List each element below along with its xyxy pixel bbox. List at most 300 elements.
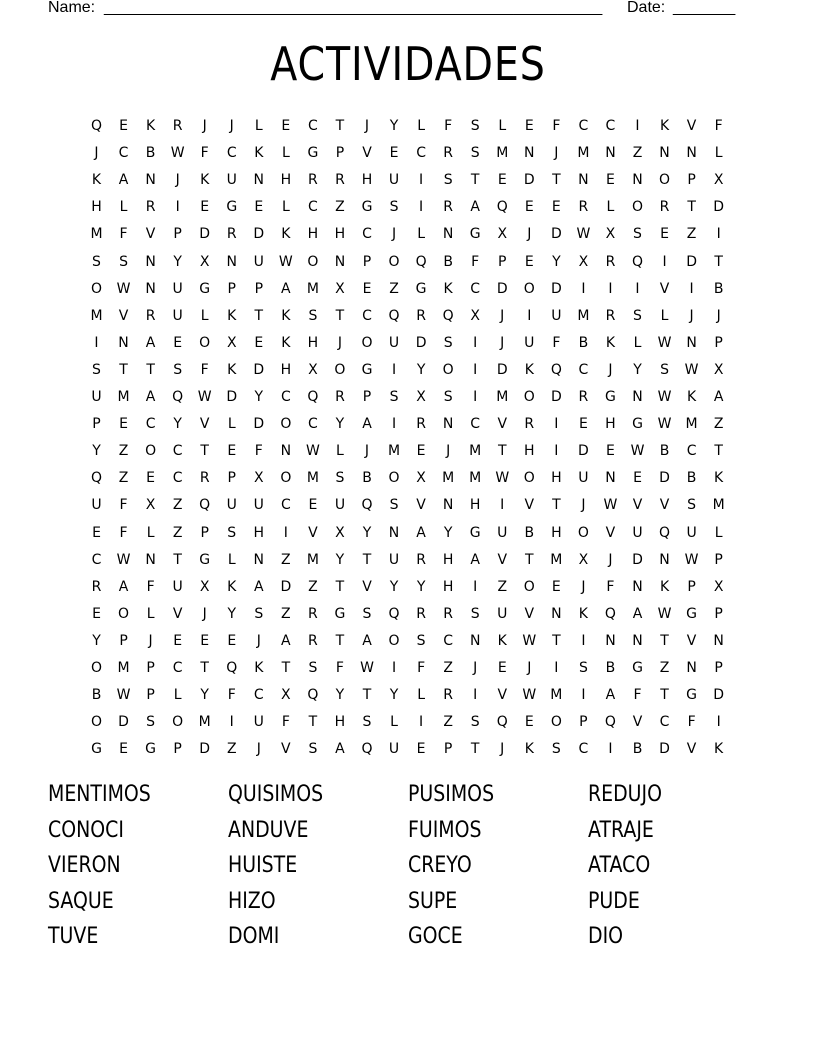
grid-letter: L (254, 118, 263, 134)
grid-letter: Q (172, 389, 184, 405)
grid-letter: L (660, 307, 669, 324)
grid-letter: B (686, 470, 697, 487)
grid-letter: J (689, 307, 694, 324)
grid-letter: Z (443, 714, 453, 731)
date-label: Date: (627, 0, 666, 16)
grid-letter: V (686, 741, 697, 758)
grid-letter: D (496, 361, 508, 378)
grid-letter: U (172, 280, 183, 297)
grid-letter: U (226, 172, 237, 189)
word-list-item: DOMI (228, 924, 280, 950)
grid-letter: Y (552, 253, 561, 270)
grid-letter: W (495, 470, 510, 487)
grid-letter: O (307, 253, 319, 270)
grid-letter: I (391, 361, 397, 378)
grid-letter: J (608, 361, 613, 378)
grid-letter: O (145, 443, 157, 460)
grid-letter: I (473, 578, 478, 595)
grid-letter: E (497, 660, 507, 676)
grid-letter: K (659, 118, 670, 134)
grid-letter: I (581, 280, 586, 297)
grid-letter: X (226, 334, 237, 351)
word-list (48, 780, 768, 960)
grid-letter: P (173, 226, 182, 243)
grid-letter: E (416, 443, 426, 460)
grid-letter: O (631, 199, 644, 216)
grid-letter: X (308, 361, 318, 378)
grid-letter: Q (199, 497, 211, 514)
grid-letter: S (254, 605, 264, 622)
grid-letter: L (390, 714, 398, 731)
grid-letter: C (280, 497, 291, 514)
grid-letter: C (605, 118, 616, 134)
grid-letter: G (199, 551, 211, 568)
grid-letter: N (686, 660, 697, 676)
grid-letter: I (581, 632, 586, 649)
grid-letter: I (581, 687, 586, 704)
grid-letter: Y (443, 524, 453, 541)
grid-letter: X (713, 578, 724, 595)
grid-letter: D (550, 280, 562, 297)
grid-letter: J (391, 226, 397, 243)
grid-letter: I (689, 280, 694, 297)
grid-letter: E (524, 714, 534, 731)
grid-letter: R (524, 416, 535, 433)
grid-letter: G (469, 226, 481, 243)
grid-letter: Q (631, 253, 644, 270)
grid-letter: G (686, 605, 698, 622)
grid-letter: T (254, 307, 264, 324)
grid-letter: P (146, 660, 155, 676)
grid-letter: X (416, 389, 426, 405)
grid-letter: X (145, 497, 156, 514)
grid-letter: A (632, 605, 643, 622)
grid-letter: W (657, 389, 672, 405)
grid-letter: K (200, 172, 210, 189)
grid-letter: C (308, 416, 318, 433)
grid-letter: W (360, 660, 374, 676)
grid-letter: U (388, 551, 400, 568)
grid-letter: U (524, 334, 535, 351)
grid-letter: H (91, 199, 102, 216)
grid-letter: D (199, 741, 211, 758)
grid-letter: A (281, 280, 291, 297)
grid-letter: M (117, 660, 130, 676)
grid-letter: N (659, 551, 670, 568)
grid-letter: A (145, 389, 156, 405)
grid-letter: S (443, 334, 453, 351)
grid-letter: R (605, 307, 616, 324)
grid-letter: Z (172, 497, 183, 514)
grid-letter: X (254, 470, 264, 487)
grid-letter: D (118, 714, 129, 731)
grid-letter: X (199, 578, 210, 595)
grid-letter: M (712, 497, 725, 514)
grid-letter: T (119, 361, 128, 378)
grid-letter: W (197, 389, 212, 405)
grid-letter: A (713, 389, 724, 405)
grid-letter: K (714, 470, 724, 487)
grid-letter: Y (227, 605, 237, 622)
grid-letter: L (281, 199, 290, 216)
grid-letter: R (443, 605, 453, 622)
grid-letter: J (94, 145, 99, 162)
grid-letter: W (522, 687, 537, 704)
grid-letter: H (334, 226, 346, 243)
grid-letter: U (388, 172, 400, 189)
grid-letter: H (551, 524, 562, 541)
grid-letter: J (500, 334, 505, 351)
word-list-item: SUPE (408, 888, 458, 914)
grid-letter: T (714, 443, 723, 460)
word-list-item: ATRAJE (588, 817, 654, 843)
grid-letter: P (335, 145, 345, 162)
grid-letter: E (606, 443, 615, 460)
grid-letter: L (227, 416, 236, 433)
grid-letter: B (145, 145, 156, 162)
grid-letter: C (470, 416, 481, 433)
grid-letter: U (388, 334, 400, 351)
grid-letter: C (118, 145, 129, 162)
grid-letter: U (578, 470, 589, 487)
grid-letter: S (687, 497, 697, 514)
word-list-item: MENTIMOS (48, 782, 151, 807)
grid-letter: C (578, 741, 589, 758)
grid-letter: D (550, 226, 562, 243)
grid-letter: A (145, 334, 156, 351)
grid-letter: H (253, 524, 265, 541)
grid-letter: I (175, 199, 180, 216)
grid-letter: H (469, 497, 481, 514)
grid-letter: P (200, 524, 209, 541)
grid-letter: N (253, 551, 265, 568)
grid-letter: O (172, 714, 184, 731)
grid-letter: L (336, 443, 344, 460)
grid-letter: L (498, 118, 507, 134)
grid-letter: X (605, 226, 616, 243)
grid-letter: V (659, 280, 670, 297)
grid-letter: X (578, 551, 589, 568)
grid-letter: X (578, 253, 589, 270)
grid-letter: Y (416, 578, 426, 595)
grid-letter: K (254, 145, 264, 162)
grid-letter: A (362, 632, 372, 649)
grid-letter: J (500, 307, 505, 324)
grid-letter: S (362, 714, 372, 731)
grid-letter: G (632, 416, 643, 433)
grid-letter: I (419, 172, 424, 189)
grid-letter: G (361, 199, 373, 216)
grid-letter: F (552, 334, 561, 351)
grid-letter: Y (335, 687, 345, 704)
grid-letter: N (713, 632, 724, 649)
grid-letter: N (226, 253, 237, 270)
grid-letter: S (227, 524, 237, 541)
grid-letter: J (148, 632, 153, 649)
grid-letter: C (578, 118, 589, 134)
grid-letter: W (657, 605, 672, 622)
grid-letter: L (146, 524, 155, 541)
grid-letter: T (308, 714, 318, 731)
grid-letter: L (146, 605, 155, 622)
grid-letter: I (473, 687, 478, 704)
grid-letter: G (334, 605, 346, 622)
grid-letter: L (173, 687, 182, 704)
grid-letter: N (145, 280, 156, 297)
grid-letter: K (687, 389, 697, 405)
grid-letter: I (500, 497, 505, 514)
grid-letter: R (605, 253, 616, 270)
word-list-item: FUIMOS (408, 817, 482, 843)
grid-letter: G (605, 389, 616, 405)
grid-letter: S (362, 605, 372, 622)
grid-letter: S (389, 389, 399, 405)
grid-letter: P (173, 741, 182, 758)
grid-letter: T (200, 660, 209, 676)
grid-letter: J (364, 443, 370, 460)
grid-letter: G (415, 280, 427, 297)
grid-letter: X (713, 361, 724, 378)
grid-letter: I (473, 334, 478, 351)
grid-letter: Z (686, 226, 697, 243)
grid-letter: M (306, 280, 319, 297)
grid-letter: G (632, 660, 643, 676)
grid-letter: S (389, 199, 399, 216)
grid-letter: C (172, 443, 183, 460)
grid-letter: Z (389, 280, 399, 297)
grid-letter: K (659, 578, 670, 595)
grid-letter: W (576, 226, 591, 243)
grid-letter: Y (173, 416, 182, 433)
grid-letter: Y (389, 118, 399, 134)
grid-letter: C (145, 416, 156, 433)
grid-letter: N (118, 334, 129, 351)
grid-letter: E (606, 172, 615, 189)
grid-letter: K (524, 741, 534, 758)
grid-letter: O (90, 280, 103, 297)
page-title: ACTIVIDADES (270, 37, 546, 91)
grid-letter: Y (335, 551, 345, 568)
grid-letter: T (362, 687, 372, 704)
grid-letter: O (334, 361, 346, 378)
grid-letter: N (605, 470, 616, 487)
grid-letter: O (577, 524, 589, 541)
grid-letter: Y (362, 524, 372, 541)
grid-letter: F (200, 145, 209, 162)
grid-letter: I (608, 280, 613, 297)
grid-letter: Y (92, 632, 101, 649)
grid-letter: K (524, 361, 534, 378)
grid-letter: M (469, 443, 482, 460)
grid-letter: B (578, 334, 589, 351)
grid-letter: A (118, 172, 129, 189)
grid-letter: R (308, 172, 318, 189)
grid-letter: Y (200, 687, 209, 704)
grid-letter: W (657, 334, 672, 351)
grid-letter: A (416, 524, 426, 541)
grid-letter: R (172, 118, 183, 134)
grid-letter: I (391, 416, 397, 433)
grid-letter: U (388, 741, 400, 758)
grid-letter: S (443, 389, 453, 405)
word-list-item: SAQUE (48, 888, 114, 914)
grid-letter: D (578, 443, 589, 460)
grid-letter: Q (361, 741, 373, 758)
grid-letter: J (202, 605, 207, 622)
grid-letter: K (146, 118, 156, 134)
grid-letter: V (524, 605, 535, 622)
grid-letter: O (523, 578, 535, 595)
grid-letter: O (388, 470, 400, 487)
grid-letter: N (632, 172, 643, 189)
grid-letter: U (334, 497, 346, 514)
grid-letter: K (254, 660, 264, 676)
grid-letter: T (200, 443, 209, 460)
grid-letter: E (633, 470, 642, 487)
grid-letter: K (281, 334, 291, 351)
grid-letter: E (524, 253, 534, 270)
grid-letter: E (254, 199, 264, 216)
grid-letter: T (335, 118, 345, 134)
grid-letter: Q (361, 497, 373, 514)
grid-letter: A (470, 551, 480, 568)
grid-letter: O (523, 389, 535, 405)
grid-letter: P (714, 660, 723, 676)
grid-letter: I (554, 660, 559, 676)
grid-letter: E (119, 416, 128, 433)
grid-letter: J (202, 118, 207, 134)
grid-letter: I (419, 714, 424, 731)
grid-letter: F (281, 714, 290, 731)
grid-letter: I (716, 226, 721, 243)
word-list-item: DIO (588, 924, 624, 950)
grid-letter: X (335, 280, 345, 297)
grid-letter: Q (604, 714, 616, 731)
grid-letter: K (578, 605, 588, 622)
grid-letter: R (443, 687, 453, 704)
grid-letter: S (146, 714, 156, 731)
grid-letter: W (657, 416, 672, 433)
grid-letter: N (253, 172, 265, 189)
grid-letter: N (632, 389, 643, 405)
grid-letter: J (175, 172, 180, 189)
grid-letter: J (364, 118, 370, 134)
grid-letter: N (145, 253, 156, 270)
grid-letter: J (337, 334, 342, 351)
grid-letter: S (92, 361, 101, 378)
grid-letter: J (554, 145, 559, 162)
grid-letter: V (118, 307, 129, 324)
grid-letter: P (687, 172, 696, 189)
grid-letter: A (362, 416, 372, 433)
grid-letter: Z (443, 660, 453, 676)
grid-letter: H (361, 172, 373, 189)
grid-letter: F (335, 660, 344, 676)
grid-letter: R (416, 307, 426, 324)
grid-letter: V (172, 605, 183, 622)
grid-letter: P (714, 551, 723, 568)
grid-letter: Z (713, 416, 724, 433)
grid-letter: C (443, 632, 454, 649)
grid-letter: S (173, 361, 183, 378)
grid-letter: P (687, 578, 696, 595)
grid-letter: V (308, 524, 318, 541)
grid-letter: N (578, 172, 589, 189)
grid-letter: C (91, 551, 102, 568)
grid-letter: U (686, 524, 697, 541)
grid-letter: E (254, 334, 264, 351)
grid-letter: R (145, 199, 156, 216)
grid-letter: H (605, 416, 616, 433)
grid-letter: S (308, 307, 318, 324)
grid-letter: T (660, 632, 669, 649)
grid-letter: F (227, 687, 236, 704)
grid-letter: X (335, 524, 345, 541)
grid-letter: M (577, 145, 590, 162)
grid-letter: B (713, 280, 724, 297)
grid-letter: E (227, 632, 237, 649)
grid-letter: N (145, 551, 156, 568)
grid-letter: L (714, 145, 723, 162)
grid-letter: U (497, 605, 508, 622)
grid-letter: A (335, 741, 345, 758)
grid-letter: N (388, 524, 400, 541)
grid-letter: O (442, 361, 454, 378)
grid-letter: J (527, 660, 532, 676)
grid-letter: J (581, 578, 586, 595)
name-label: Name: (48, 0, 96, 16)
grid-letter: V (362, 145, 372, 162)
grid-letter: C (686, 443, 697, 460)
word-list-item: CONOCI (48, 817, 124, 843)
grid-letter: Q (496, 199, 508, 216)
grid-letter: N (632, 632, 643, 649)
grid-letter: W (305, 443, 320, 460)
grid-letter: M (469, 470, 482, 487)
grid-letter: H (551, 470, 562, 487)
grid-letter: M (685, 416, 698, 433)
grid-letter: G (686, 687, 698, 704)
grid-letter: Q (388, 307, 400, 324)
grid-letter: R (145, 307, 156, 324)
grid-letter: M (306, 470, 319, 487)
grid-letter: F (444, 118, 453, 134)
grid-letter: G (145, 741, 157, 758)
grid-letter: K (714, 741, 724, 758)
grid-letter: T (552, 172, 561, 189)
grid-letter: I (608, 741, 613, 758)
grid-letter: R (443, 199, 453, 216)
word-list-item: REDUJO (588, 782, 663, 807)
grid-letter: V (497, 416, 508, 433)
grid-letter: K (227, 307, 237, 324)
grid-letter: S (470, 118, 480, 134)
grid-letter: D (199, 226, 211, 243)
grid-letter: T (146, 361, 155, 378)
grid-letter: J (500, 741, 505, 758)
grid-letter: J (527, 226, 532, 243)
grid-letter: U (497, 524, 508, 541)
grid-letter: J (446, 443, 451, 460)
grid-letter: G (91, 741, 102, 758)
grid-letter: I (662, 253, 667, 270)
date-blank-line: _______ (673, 0, 736, 16)
grid-letter: A (254, 578, 264, 595)
grid-letter: U (253, 714, 264, 731)
grid-letter: R (443, 145, 453, 162)
grid-letter: N (605, 632, 616, 649)
grid-letter: C (362, 307, 372, 324)
